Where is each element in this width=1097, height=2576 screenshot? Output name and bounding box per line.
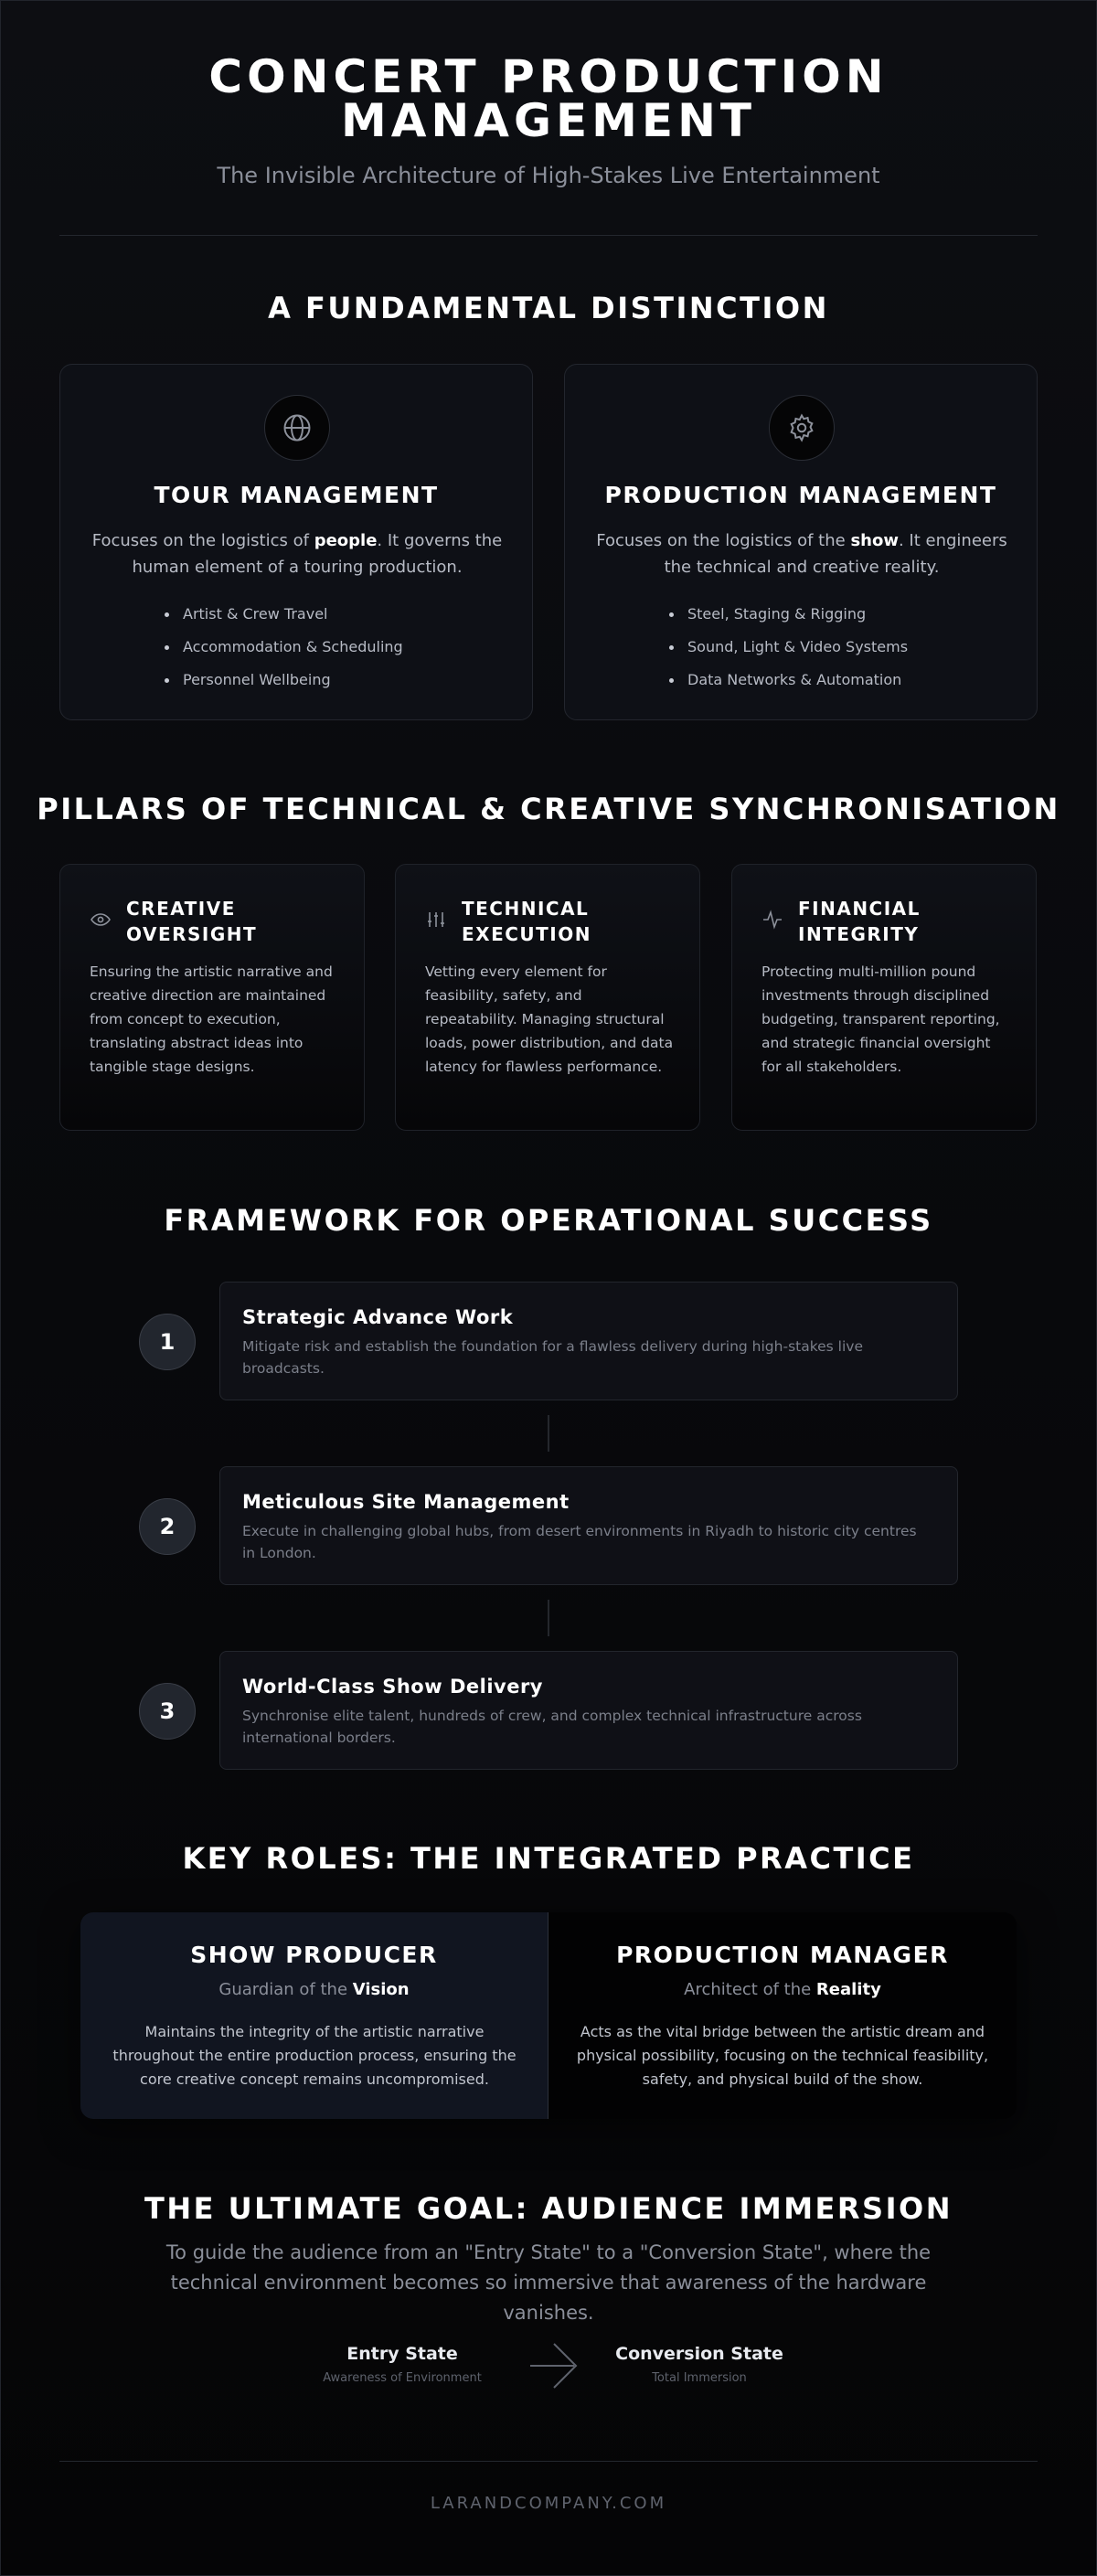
pillar-title-line: INTEGRITY <box>798 923 920 945</box>
role-subtitle-text: Architect of the <box>684 1980 816 1999</box>
gear-icon <box>769 395 835 461</box>
conversion-state-subtitle: Total Immersion <box>652 2371 747 2385</box>
page-title-line2: MANAGEMENT <box>340 94 757 147</box>
conversion-state-title: Conversion State <box>615 2344 783 2364</box>
step-title: Strategic Advance Work <box>242 1306 514 1328</box>
role-description: Acts as the vital bridge between the artistic dream and physical possibility, focusing on the technical feasibility, safety, and physical build of the show. <box>576 2023 989 2088</box>
pillar-title-line: CREATIVE <box>126 898 236 920</box>
step-number: 1 <box>139 1314 196 1370</box>
pillar-description: Ensuring the artistic narrative and creative direction are maintained from concept to execution, translating abstract ideas into tangible stage designs. <box>90 963 333 1075</box>
pillar-card-creative <box>59 864 365 1131</box>
list-item: Steel, Staging & Rigging <box>666 604 908 637</box>
step-card <box>219 1282 958 1400</box>
entry-state <box>311 2344 494 2385</box>
role-subtitle <box>548 1980 1017 1999</box>
page-title <box>0 50 1097 147</box>
list-item: Accommodation & Scheduling <box>161 637 403 670</box>
role-subtitle-emphasis: Vision <box>352 1980 410 1999</box>
pillar-title <box>126 896 346 947</box>
entry-state-subtitle: Awareness of Environment <box>323 2371 482 2385</box>
divider <box>59 235 1038 236</box>
footer-link[interactable]: LARANDCOMPANY.COM <box>430 2494 667 2513</box>
step-title: World-Class Show Delivery <box>242 1676 543 1698</box>
card-description <box>88 527 506 580</box>
eye-icon <box>90 909 112 931</box>
card-desc-text: . It governs the human element of a touring production. <box>132 531 503 577</box>
sliders-icon <box>425 909 447 931</box>
role-subtitle-emphasis: Reality <box>815 1980 881 1999</box>
conversion-state <box>608 2344 791 2385</box>
divider <box>59 2461 1038 2462</box>
goal-description: To guide the audience from an "Entry State" to a "Conversion State", where the technical environment becomes so immersive that awareness of the hardware vanishes. <box>165 2241 932 2324</box>
list-item: Artist & Crew Travel <box>161 604 403 637</box>
card-desc-text: Focuses on the logistics of the <box>596 531 851 550</box>
card-desc-emphasis: show <box>850 531 899 550</box>
pillar-title <box>462 896 681 947</box>
pillar-title-line: OVERSIGHT <box>126 923 258 945</box>
page-title-line1: CONCERT PRODUCTION <box>208 50 889 103</box>
card-desc-text: Focuses on the logistics of <box>91 531 314 550</box>
card-list <box>161 604 403 703</box>
step-connector <box>548 1600 549 1636</box>
distinction-title: A FUNDAMENTAL DISTINCTION <box>268 291 829 325</box>
step-description: Synchronise elite talent, hundreds of crew, and complex technical infrastructure across international borders. <box>242 1708 862 1746</box>
page-subtitle: The Invisible Architecture of High-Stakes Live Entertainment <box>217 163 880 188</box>
framework-title: FRAMEWORK FOR OPERATIONAL SUCCESS <box>164 1203 933 1238</box>
roles-title: KEY ROLES: THE INTEGRATED PRACTICE <box>182 1841 915 1876</box>
step-number: 3 <box>139 1683 196 1740</box>
globe-icon <box>264 395 330 461</box>
pulse-icon <box>762 909 783 931</box>
production-manager-card <box>548 1912 1017 2119</box>
pillar-description: Vetting every element for feasibility, safety, and repeatability. Managing structural loads, power distribution, and data latency for flawless performance. <box>425 963 674 1075</box>
production-management-card <box>564 364 1038 720</box>
step-description: Mitigate risk and establish the foundation for a flawless delivery during high-stakes live broadcasts. <box>242 1338 864 1377</box>
card-title: TOUR MANAGEMENT <box>154 482 439 508</box>
pillars-title: PILLARS OF TECHNICAL & CREATIVE SYNCHRONISATION <box>37 792 1060 826</box>
step-title: Meticulous Site Management <box>242 1491 570 1513</box>
roles-panel <box>80 1912 1017 2119</box>
entry-state-title: Entry State <box>346 2344 458 2364</box>
role-description: Maintains the integrity of the artistic narrative throughout the entire production process, ensuring the core creative concept remains uncompromised. <box>112 2023 517 2088</box>
step-card <box>219 1466 958 1585</box>
pillar-card-technical <box>395 864 700 1131</box>
list-item: Data Networks & Automation <box>666 670 908 703</box>
role-subtitle <box>80 1980 548 1999</box>
pillar-description: Protecting multi-million pound investments through disciplined budgeting, transparent reporting, and strategic financial oversight for all stakeholders. <box>762 963 1000 1075</box>
card-list <box>666 604 908 703</box>
card-title: PRODUCTION MANAGEMENT <box>604 482 997 508</box>
step-description: Execute in challenging global hubs, from desert environments in Riyadh to historic city centres in London. <box>242 1523 917 1561</box>
role-subtitle-text: Guardian of the <box>218 1980 353 1999</box>
pillar-title <box>798 896 1017 947</box>
card-desc-emphasis: people <box>314 531 378 550</box>
pillar-title-line: EXECUTION <box>462 923 591 945</box>
role-title: SHOW PRODUCER <box>190 1942 438 1968</box>
tour-management-card <box>59 364 533 720</box>
pillar-card-financial <box>731 864 1037 1131</box>
pillar-title-line: FINANCIAL <box>798 898 921 920</box>
step-connector <box>548 1415 549 1452</box>
role-title: PRODUCTION MANAGER <box>616 1942 949 1968</box>
pillar-title-line: TECHNICAL <box>462 898 590 920</box>
card-desc-text: . It engineers the technical and creative reality. <box>664 531 1007 577</box>
goal-title: THE ULTIMATE GOAL: AUDIENCE IMMERSION <box>144 2191 953 2226</box>
list-item: Sound, Light & Video Systems <box>666 637 908 670</box>
arrow-right-icon <box>528 2342 578 2390</box>
card-description <box>592 527 1011 580</box>
step-card <box>219 1651 958 1770</box>
list-item: Personnel Wellbeing <box>161 670 403 703</box>
show-producer-card <box>80 1912 548 2119</box>
step-number: 2 <box>139 1498 196 1555</box>
